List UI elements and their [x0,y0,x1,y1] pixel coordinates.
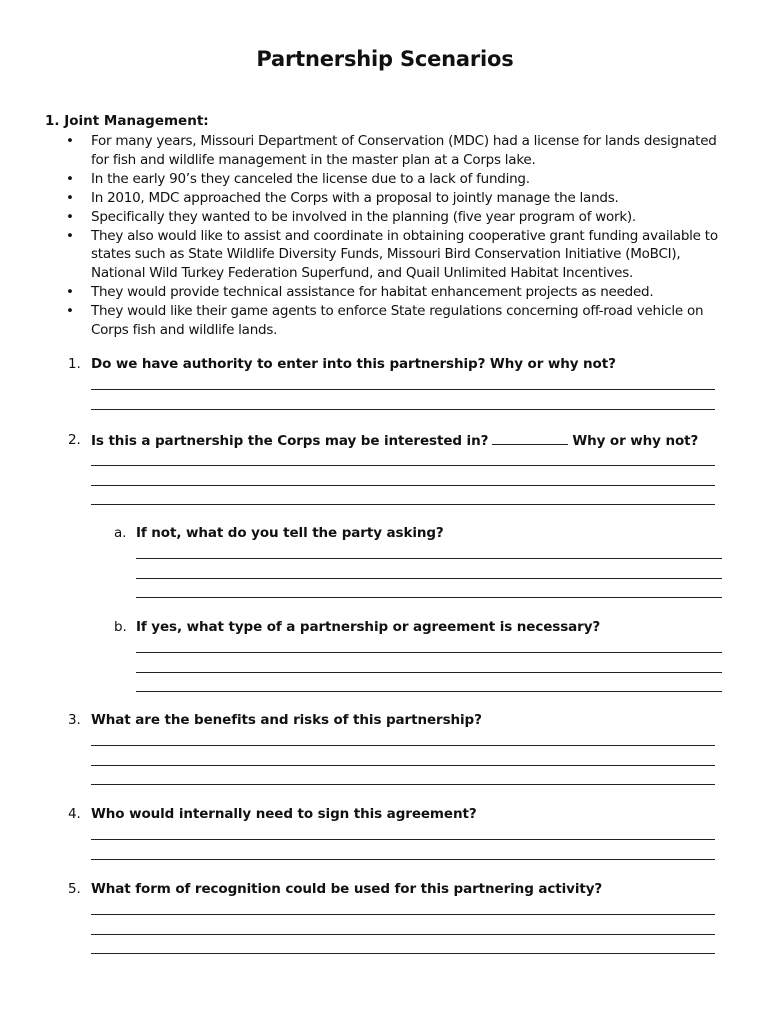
question-text: What form of recognition could be used for this partnering activity? [91,881,603,897]
question-number: 3. [68,712,81,728]
answer-line[interactable] [91,765,715,766]
bullet-icon: • [66,227,74,244]
question-text: If yes, what type of a partnership or agreement is necessary? [136,619,601,635]
question-2a [114,525,444,541]
bullet-list [66,132,726,340]
answer-line[interactable] [91,745,715,746]
inline-answer-blank[interactable] [492,432,568,445]
answer-line[interactable] [91,465,715,466]
question-number: 1. [68,356,81,372]
question-text: If not, what do you tell the party asking? [136,525,444,541]
question-number: 4. [68,806,81,822]
answer-line[interactable] [136,558,722,559]
answer-line[interactable] [91,934,715,935]
page-title: Partnership Scenarios [256,47,514,71]
bullet-icon: • [66,208,74,225]
bullet-item: • In 2010, MDC approached the Corps with a proposal to jointly manage the lands. [66,189,619,206]
question-5 [68,881,603,897]
question-3 [68,712,482,728]
section-heading: 1. Joint Management: [45,113,209,129]
answer-line[interactable] [91,784,715,785]
answer-line[interactable] [91,914,715,915]
bullet-item: • They also would like to assist and coordinate in obtaining cooperative grant funding available to states such as State Wildlife Diversity Funds, Missouri Bird Conservation Initiative (MoBCI), National Wild Turkey Federation Superfund, and Quail Unlimited Habitat Incentives. [66,227,718,282]
question-4 [68,806,477,822]
bullet-item: • For many years, Missouri Department of Conservation (MDC) had a license for lands designated for fish and wildlife management in the master plan at a Corps lake. [66,133,717,168]
bullet-icon: • [66,133,74,149]
question-letter: a. [114,525,127,541]
answer-line[interactable] [91,839,715,840]
question-text: Do we have authority to enter into this partnership? Why or why not? [91,356,616,372]
answer-line[interactable] [91,485,715,486]
answer-line[interactable] [91,504,715,505]
answer-line[interactable] [136,691,722,692]
bullet-item: • Specifically they wanted to be involved in the planning (five year program of work). [66,208,636,225]
answer-line[interactable] [91,859,715,860]
answer-line[interactable] [136,672,722,673]
answer-line[interactable] [136,578,722,579]
question-text: Who would internally need to sign this agreement? [91,806,477,822]
bullet-icon: • [66,284,74,301]
bullet-item: • In the early 90’s they canceled the license due to a lack of funding. [66,170,530,187]
question-number: 2. [68,432,81,448]
question-1 [68,356,616,372]
question-number: 5. [68,881,81,897]
question-text: Is this a partnership the Corps may be interested in? [91,433,489,449]
question-letter: b. [114,619,127,635]
question-2b [114,619,601,635]
bullet-icon: • [66,189,74,206]
answer-line[interactable] [91,389,715,390]
question-text-tail: Why or why not? [572,433,699,449]
bullet-icon: • [66,170,74,187]
question-2 [68,432,699,449]
answer-line[interactable] [91,409,715,410]
bullet-icon: • [66,303,74,320]
bullet-item: • They would like their game agents to enforce State regulations concerning off-road vehicle on Corps fish and wildlife lands. [66,303,704,339]
answer-line[interactable] [91,953,715,954]
answer-line[interactable] [136,597,722,598]
bullet-item: • They would provide technical assistance for habitat enhancement projects as needed. [66,284,654,301]
answer-line[interactable] [136,652,722,653]
question-text: What are the benefits and risks of this partnership? [91,712,482,728]
